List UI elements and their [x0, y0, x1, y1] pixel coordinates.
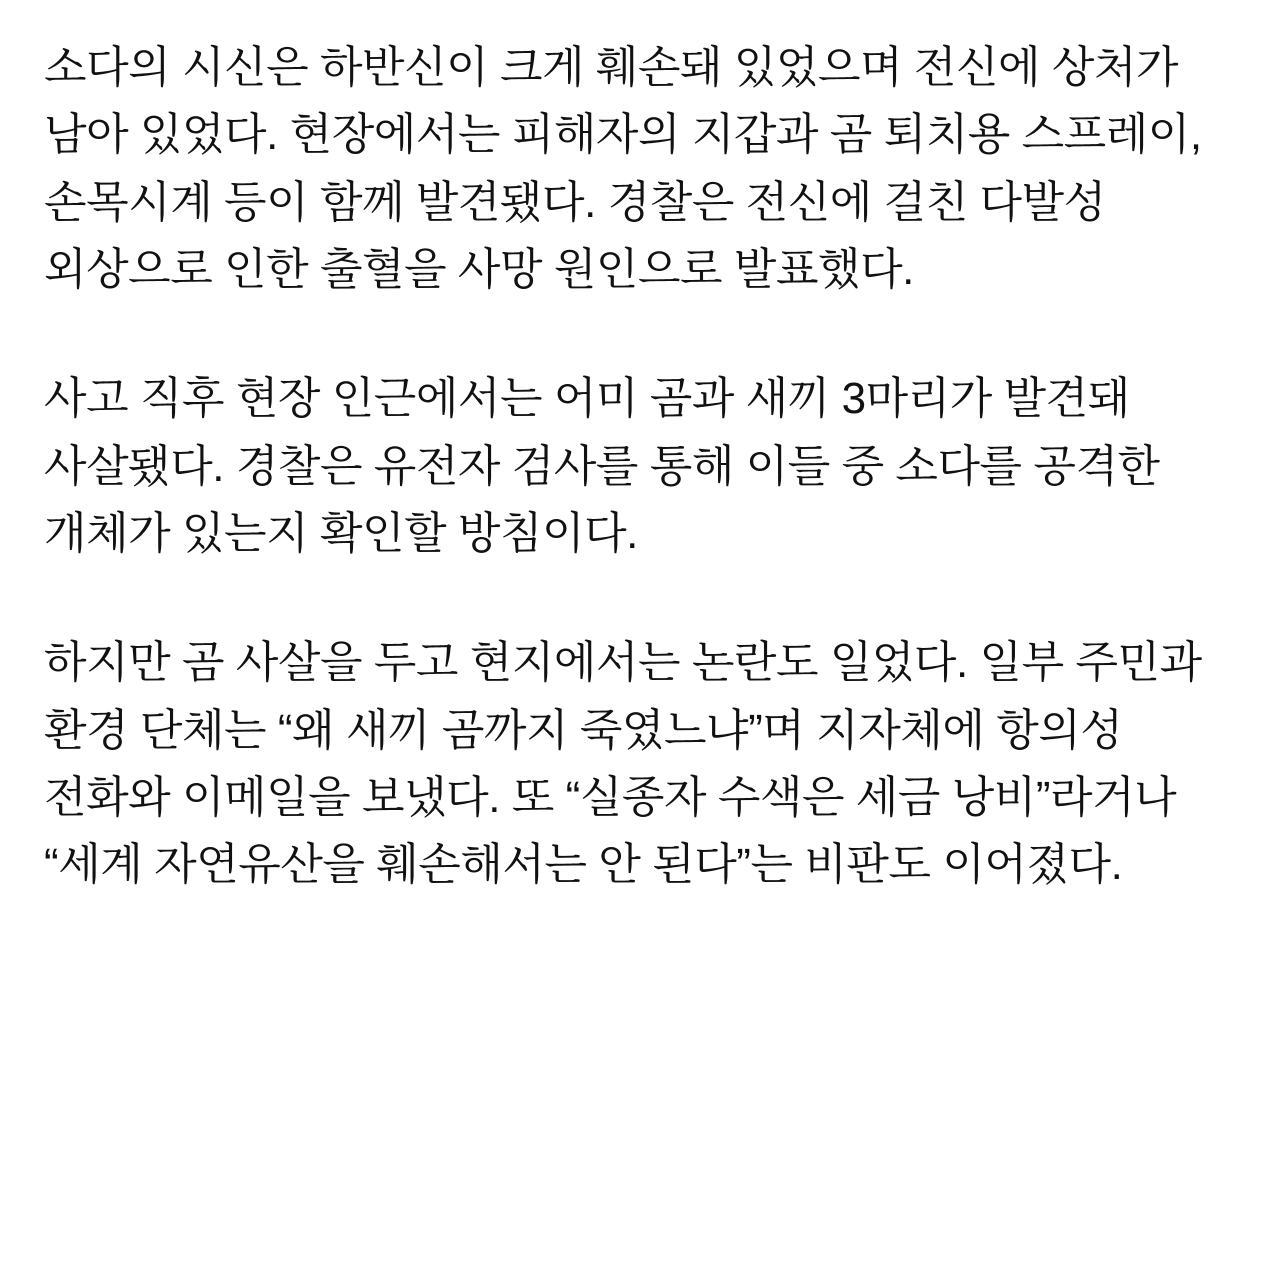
article-paragraph: 소다의 시신은 하반신이 크게 훼손돼 있었으며 전신에 상처가 남아 있었다. 현장에서는 피해자의 지갑과 곰 퇴치용 스프레이, 손목시계 등이 함께 발견됐다. 경찰은 전신에 걸친 다발성 외상으로 인한 출혈을 사망 원인으로 발표했다.	[44, 43, 1214, 294]
article-paragraph: 하지만 곰 사살을 두고 현지에서는 논란도 일었다. 일부 주민과 환경 단체는 “왜 새끼 곰까지 죽였느냐”며 지자체에 항의성 전화와 이메일을 보냈다. 또 “실종자 수색은 세금 낭비”라거나 “세계 자연유산을 훼손해서는 안 된다”는 비판도 이어졌다.	[44, 638, 1214, 890]
article-paragraph: 사고 직후 현장 인근에서는 어미 곰과 새끼 3마리가 발견돼 사살됐다. 경찰은 유전자 검사를 통해 이들 중 소다를 공격한 개체가 있는지 확인할 방침이다.	[44, 374, 1172, 558]
